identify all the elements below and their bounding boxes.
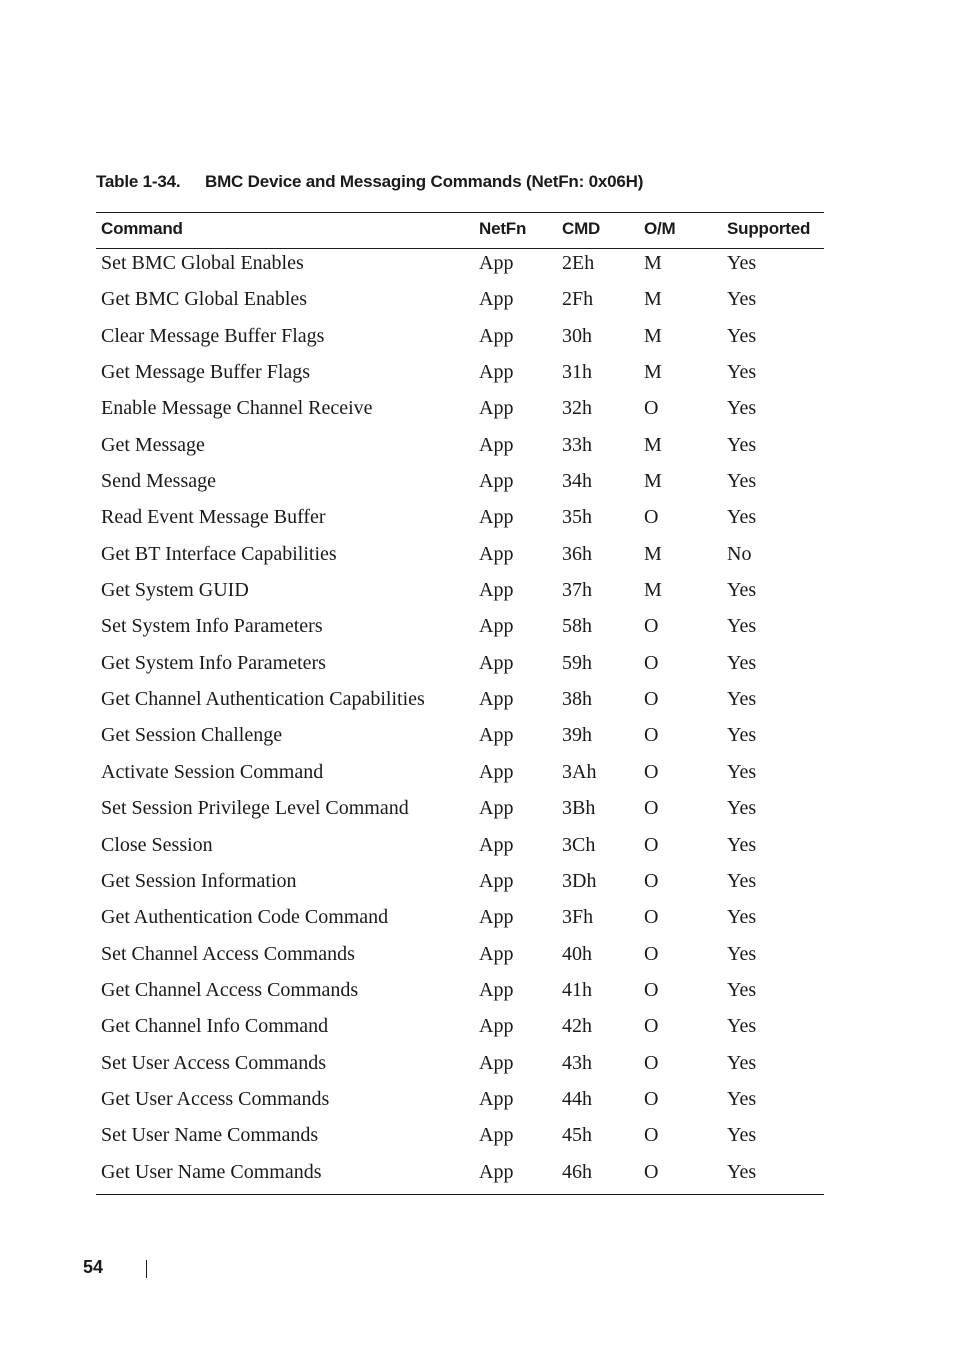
cell-supported: Yes [727,797,757,820]
cell-netfn: App [479,324,514,347]
cell-supported: Yes [727,579,757,602]
cell-command: Get Message Buffer Flags [101,361,311,384]
cell-cmd: 3Dh [562,869,597,892]
cell-command: Get Session Information [101,869,297,892]
table-row [96,867,824,903]
cell-om: M [644,433,662,456]
cell-om: M [644,470,662,493]
cell-cmd: 45h [562,1124,592,1147]
cell-command: Get BMC Global Enables [101,288,308,311]
cell-cmd: 2Fh [562,288,594,311]
cell-cmd: 35h [562,506,592,529]
cell-supported: Yes [727,470,757,493]
cell-cmd: 39h [562,724,592,747]
cell-supported: Yes [727,651,757,674]
cell-command: Get Channel Info Command [101,1015,329,1038]
cell-cmd: 59h [562,651,592,674]
cell-netfn: App [479,288,514,311]
cell-command: Set User Name Commands [101,1124,319,1147]
cell-cmd: 33h [562,433,592,456]
table-row [96,831,824,867]
cell-command: Get BT Interface Capabilities [101,542,337,565]
cell-supported: Yes [727,324,757,347]
cell-netfn: App [479,906,514,929]
cell-cmd: 32h [562,397,592,420]
cell-netfn: App [479,542,514,565]
table-row [96,721,824,757]
cell-supported: Yes [727,1087,757,1110]
cell-netfn: App [479,797,514,820]
cell-om: O [644,724,659,747]
cell-supported: Yes [727,615,757,638]
cell-om: M [644,361,662,384]
cell-supported: Yes [727,1051,757,1074]
table-row [96,612,824,648]
cell-netfn: App [479,470,514,493]
cell-command: Get Authentication Code Command [101,906,389,929]
cell-command: Get System Info Parameters [101,651,326,674]
header-om: O/M [644,219,676,238]
cell-om: O [644,978,659,1001]
cell-netfn: App [479,942,514,965]
cell-cmd: 41h [562,978,592,1001]
header-netfn: NetFn [479,219,527,238]
cell-supported: Yes [727,252,757,274]
header-cmd: CMD [562,219,601,238]
cell-om: O [644,942,659,965]
table-row [96,576,824,612]
cell-om: O [644,397,659,420]
cell-supported: Yes [727,1124,757,1147]
table-row [96,467,824,503]
cell-supported: Yes [727,760,757,783]
cell-command: Set Session Privilege Level Command [101,797,409,820]
table-row [96,394,824,430]
cell-netfn: App [479,506,514,529]
cell-cmd: 37h [562,579,592,602]
cell-command: Close Session [101,833,213,856]
cell-netfn: App [479,869,514,892]
cell-om: O [644,651,659,674]
cell-netfn: App [479,1087,514,1110]
cell-om: M [644,579,662,602]
cell-cmd: 58h [562,615,592,638]
cell-om: O [644,869,659,892]
cell-netfn: App [479,760,514,783]
cell-cmd: 42h [562,1015,592,1038]
cell-command: Get Session Challenge [101,724,283,747]
cell-cmd: 3Ch [562,833,596,856]
cell-om: M [644,252,662,274]
cell-om: O [644,506,659,529]
cell-cmd: 3Fh [562,906,594,929]
cell-om: M [644,288,662,311]
cell-supported: Yes [727,833,757,856]
footer-divider [146,1260,147,1278]
cell-cmd: 43h [562,1051,592,1074]
table-title: BMC Device and Messaging Commands (NetFn: 0x06H) [205,172,644,191]
cell-cmd: 34h [562,470,592,493]
cell-cmd: 36h [562,542,592,565]
cell-netfn: App [479,978,514,1001]
cell-supported: Yes [727,942,757,965]
cell-command: Set Channel Access Commands [101,942,355,965]
cell-supported: Yes [727,288,757,311]
cell-cmd: 3Bh [562,797,596,820]
table-row [96,649,824,685]
cell-om: O [644,760,659,783]
header-supported: Supported [727,219,811,238]
cell-supported: Yes [727,724,757,747]
cell-om: O [644,1124,659,1147]
cell-om: O [644,797,659,820]
cell-command: Get System GUID [101,579,249,602]
table-row [96,1085,824,1121]
cell-netfn: App [479,688,514,711]
cell-supported: Yes [727,978,757,1001]
table-row [96,1012,824,1048]
cell-cmd: 31h [562,361,592,384]
table-row [96,976,824,1012]
cell-supported: Yes [727,906,757,929]
cell-netfn: App [479,1124,514,1147]
cell-om: M [644,542,662,565]
cell-netfn: App [479,833,514,856]
cell-om: O [644,688,659,711]
table-row [96,685,824,721]
cell-command: Enable Message Channel Receive [101,397,373,420]
table-row [96,903,824,939]
cell-netfn: App [479,361,514,384]
cell-netfn: App [479,724,514,747]
cell-command: Get User Access Commands [101,1087,330,1110]
cell-supported: Yes [727,506,757,529]
page-number: 54 [83,1257,104,1277]
cell-om: O [644,1015,659,1038]
cell-om: O [644,833,659,856]
cell-supported: Yes [727,361,757,384]
cell-command: Clear Message Buffer Flags [101,324,325,347]
cell-supported: No [727,542,752,565]
cell-cmd: 3Ah [562,760,597,783]
cell-supported: Yes [727,1160,757,1183]
table-row [96,358,824,394]
table-row [96,758,824,794]
table-row [96,540,824,576]
table-row [96,1158,824,1194]
cell-command: Read Event Message Buffer [101,506,326,529]
cell-cmd: 30h [562,324,592,347]
cell-command: Get Channel Authentication Capabilities [101,688,425,711]
cell-om: O [644,615,659,638]
table-body [96,249,824,1194]
table-number: Table 1-34. [96,172,181,191]
table-row [96,431,824,467]
cell-om: O [644,1160,659,1183]
cell-command: Get Channel Access Commands [101,978,359,1001]
cell-netfn: App [479,1051,514,1074]
cell-cmd: 44h [562,1087,592,1110]
table-row [96,285,824,321]
cell-command: Set User Access Commands [101,1051,326,1074]
table-row [96,794,824,830]
cell-om: M [644,324,662,347]
cell-om: O [644,1051,659,1074]
cell-supported: Yes [727,688,757,711]
cell-command: Set BMC Global Enables [101,252,304,274]
cell-netfn: App [479,1160,514,1183]
cell-cmd: 46h [562,1160,592,1183]
cell-netfn: App [479,433,514,456]
cell-command: Get User Name Commands [101,1160,322,1183]
cell-cmd: 40h [562,942,592,965]
cell-command: Get Message [101,433,205,456]
table-row [96,503,824,539]
cell-netfn: App [479,579,514,602]
commands-table [96,212,824,1195]
cell-cmd: 2Eh [562,252,595,274]
cell-supported: Yes [727,1015,757,1038]
cell-netfn: App [479,397,514,420]
cell-netfn: App [479,651,514,674]
cell-command: Set System Info Parameters [101,615,323,638]
table-header-row [96,213,824,249]
cell-supported: Yes [727,397,757,420]
cell-netfn: App [479,252,514,274]
table-row [96,249,824,285]
cell-command: Send Message [101,470,216,493]
table-row [96,322,824,358]
cell-supported: Yes [727,433,757,456]
table-caption [96,172,643,192]
cell-netfn: App [479,615,514,638]
table-row [96,1049,824,1085]
cell-netfn: App [479,1015,514,1038]
cell-om: O [644,1087,659,1110]
cell-supported: Yes [727,869,757,892]
header-command: Command [101,219,183,238]
table-row [96,940,824,976]
cell-om: O [644,906,659,929]
cell-command: Activate Session Command [101,760,324,783]
cell-cmd: 38h [562,688,592,711]
table-row [96,1121,824,1157]
